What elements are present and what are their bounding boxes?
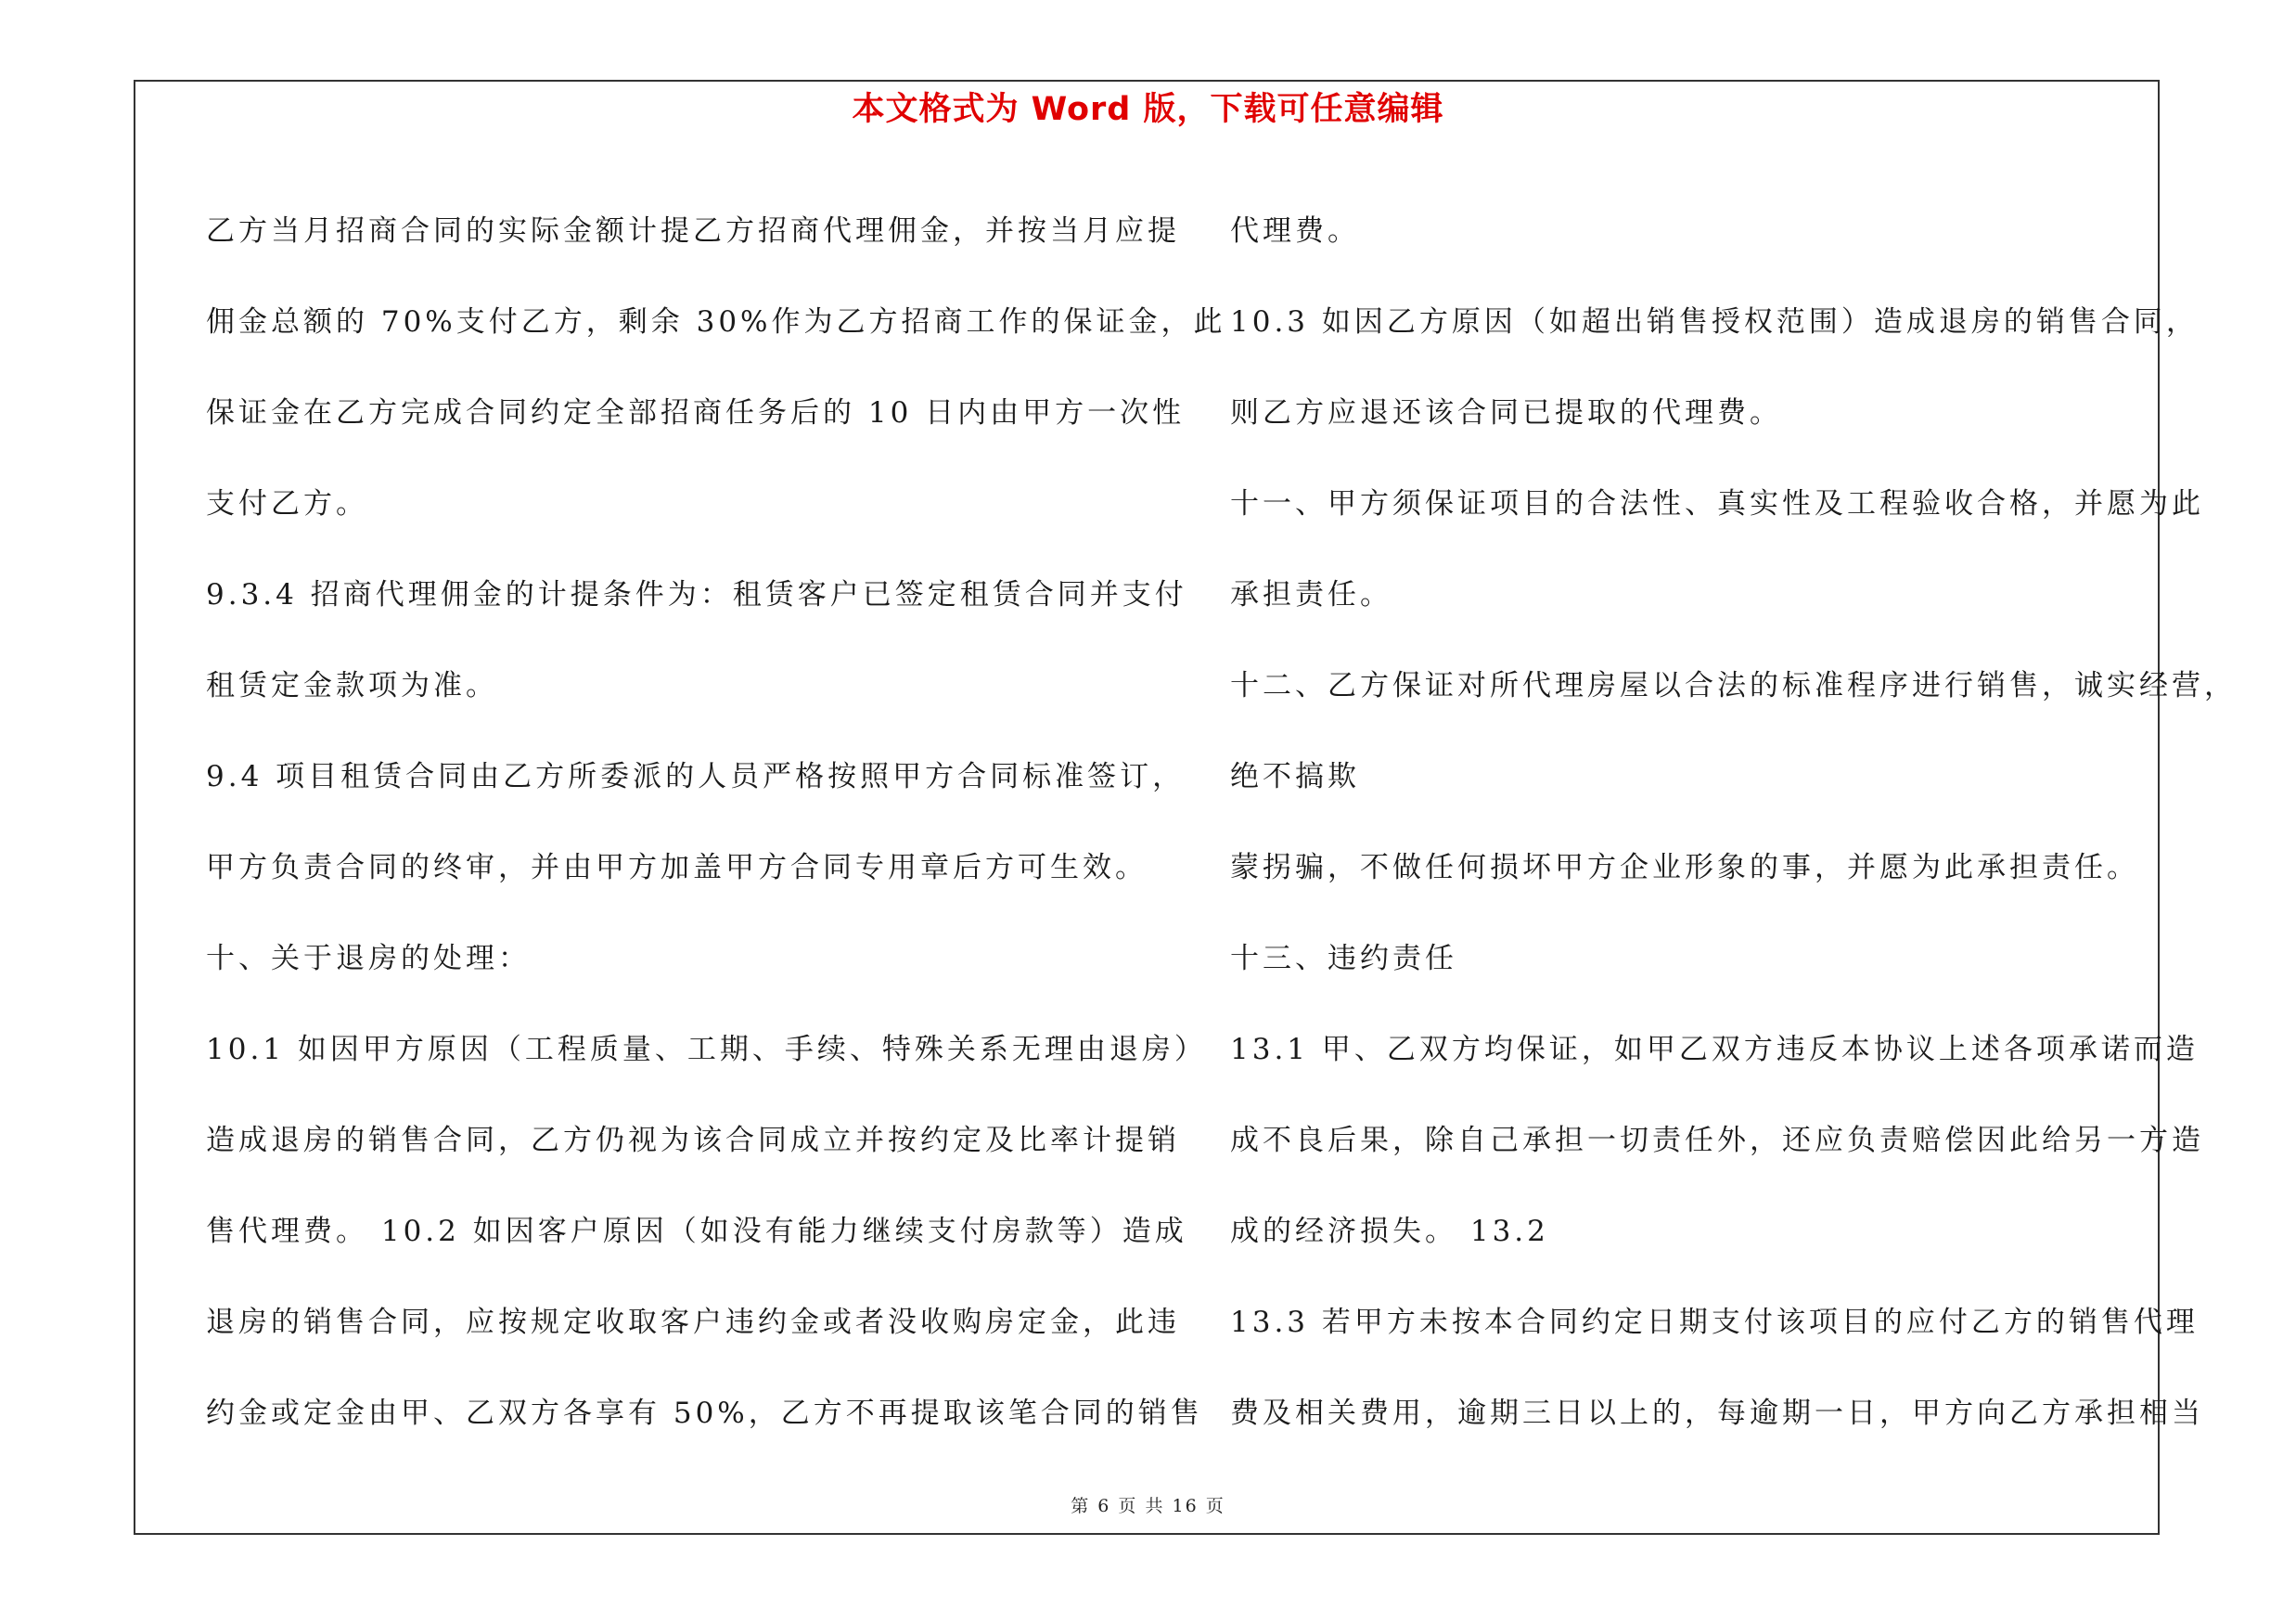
text-line: 十一、甲方须保证项目的合法性、真实性及工程验收合格，并愿为此 (1230, 487, 2204, 521)
text-line: 代理费。 (1230, 214, 1360, 248)
text-line: 退房的销售合同，应按规定收取客户违约金或者没收购房定金，此违 (206, 1306, 1180, 1339)
text-line: 9.3.4 招商代理佣金的计提条件为：租赁客户已签定租赁合同并支付 (206, 578, 1187, 612)
section-heading: 十、关于退房的处理： (206, 942, 531, 975)
text-line: 约金或定金由甲、乙双方各享有 50%，乙方不再提取该笔合同的销售 (206, 1397, 1203, 1430)
word-format-banner: 本文格式为 Word 版，下载可任意编辑 (852, 91, 1444, 128)
text-line: 则乙方应退还该合同已提取的代理费。 (1230, 396, 1782, 430)
text-line: 蒙拐骗，不做任何损坏甲方企业形象的事，并愿为此承担责任。 (1230, 851, 2139, 884)
text-line: 成的经济损失。 13.2 (1230, 1215, 1549, 1248)
text-line: 绝不搞欺 (1230, 760, 1360, 793)
text-line: 乙方当月招商合同的实际金额计提乙方招商代理佣金，并按当月应提 (206, 214, 1180, 248)
text-line: 十二、乙方保证对所代理房屋以合法的标准程序进行销售，诚实经营， (1230, 669, 2237, 702)
text-line: 佣金总额的 70%支付乙方，剩余 30%作为乙方招商工作的保证金，此 (206, 305, 1226, 339)
text-line: 10.1 如因甲方原因（工程质量、工期、手续、特殊关系无理由退房） (206, 1033, 1207, 1066)
text-line: 9.4 项目租赁合同由乙方所委派的人员严格按照甲方合同标准签订， (206, 760, 1186, 793)
text-line: 甲方负责合同的终审，并由甲方加盖甲方合同专用章后方可生效。 (206, 851, 1148, 884)
text-line: 13.1 甲、乙双方均保证，如甲乙双方违反本协议上述各项承诺而造 (1230, 1033, 2199, 1066)
text-line: 售代理费。 10.2 如因客户原因（如没有能力继续支付房款等）造成 (206, 1215, 1187, 1248)
page-number: 第 6 页 共 16 页 (1071, 1496, 1225, 1516)
text-line: 造成退房的销售合同，乙方仍视为该合同成立并按约定及比率计提销 (206, 1124, 1180, 1157)
text-line: 租赁定金款项为准。 (206, 669, 498, 702)
left-text-column (206, 186, 1226, 1459)
text-line: 13.3 若甲方未按本合同约定日期支付该项目的应付乙方的销售代理 (1230, 1306, 2199, 1339)
right-text-column (1230, 186, 2237, 1459)
section-heading: 十三、违约责任 (1230, 942, 1457, 975)
text-line: 保证金在乙方完成合同约定全部招商任务后的 10 日内由甲方一次性 (206, 396, 1186, 430)
text-line: 支付乙方。 (206, 487, 368, 521)
text-line: 承担责任。 (1230, 578, 1392, 612)
text-line: 10.3 如因乙方原因（如超出销售授权范围）造成退房的销售合同， (1230, 305, 2199, 339)
text-line: 成不良后果，除自己承担一切责任外，还应负责赔偿因此给另一方造 (1230, 1124, 2204, 1157)
text-line: 费及相关费用，逾期三日以上的，每逾期一日，甲方向乙方承担相当 (1230, 1397, 2204, 1430)
